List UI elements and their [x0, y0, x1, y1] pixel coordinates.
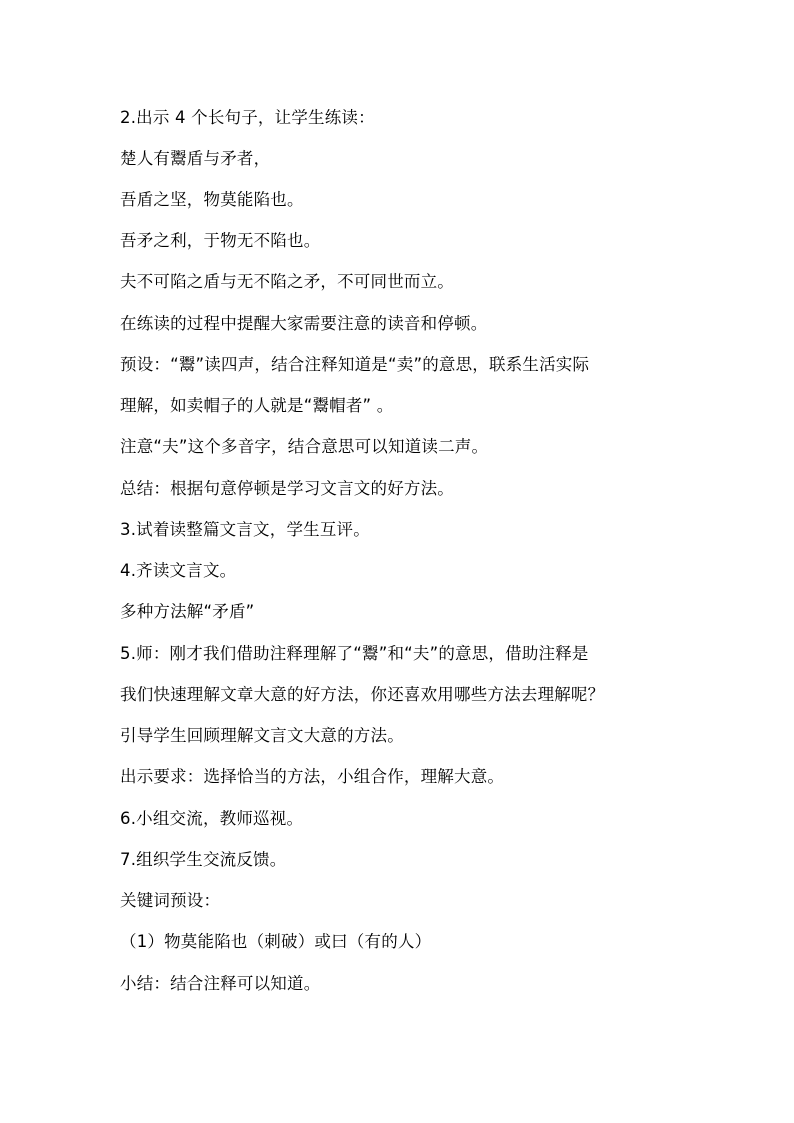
step-6: 6.小组交流，教师巡视。: [120, 809, 304, 828]
polyphone-note: 注意“夫”这个多音字，结合意思可以知道读二声。: [120, 437, 489, 456]
keyword-preset: 关键词预设：: [120, 891, 221, 910]
preset-paragraph-1: 预设：“鬻”读四声，结合注释知道是“卖”的意思，联系生活实际: [120, 355, 590, 374]
step-4: 4.齐读文言文。: [120, 561, 237, 580]
text-sentence-2: 吾盾之坚，物莫能陷也。: [120, 190, 304, 209]
keyword-item-1: （1）物莫能陷也（刺破）或曰（有的人）: [120, 932, 432, 951]
step-5-line-2: 我们快速理解文章大意的好方法，你还喜欢用哪些方法去理解呢？: [120, 685, 605, 704]
text-sentence-1: 楚人有鬻盾与矛者，: [120, 149, 271, 168]
preset-paragraph-2: 理解，如卖帽子的人就是“鬻帽者” 。: [120, 396, 394, 415]
step-5-line-1: 5.师：刚才我们借助注释理解了“鬻”和“夫”的意思，借助注释是: [120, 644, 589, 663]
reading-reminder: 在练读的过程中提醒大家需要注意的读音和停顿。: [120, 314, 488, 333]
text-sentence-3: 吾矛之利，于物无不陷也。: [120, 231, 321, 250]
step-7: 7.组织学生交流反馈。: [120, 850, 287, 869]
brief-summary: 小结：结合注释可以知道。: [120, 974, 321, 993]
step-2-heading: 2.出示 4 个长句子，让学生练读：: [120, 108, 375, 127]
step-3: 3.试着读整篇文言文，学生互评。: [120, 520, 370, 539]
text-sentence-4: 夫不可陷之盾与无不陷之矛，不可同世而立。: [120, 272, 454, 291]
section-heading-methods: 多种方法解“矛盾”: [120, 602, 255, 621]
guide-review: 引导学生回顾理解文言文大意的方法。: [120, 726, 404, 745]
summary-pause: 总结：根据句意停顿是学习文言文的好方法。: [120, 479, 454, 498]
show-requirements: 出示要求：选择恰当的方法，小组合作，理解大意。: [120, 767, 505, 786]
